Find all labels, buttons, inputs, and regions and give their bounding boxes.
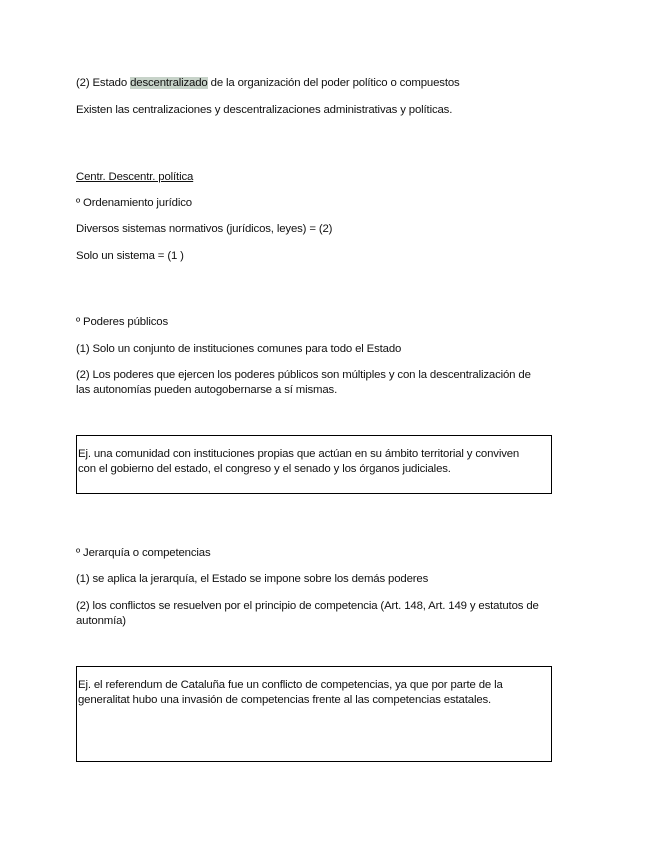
section-heading: Centr. Descentr. política <box>76 171 194 183</box>
intro-line-estado <box>76 76 460 91</box>
example-jerarquia-line-2: generalitat hubo una invasión de competencias frente al las competencias estatales. <box>78 694 492 706</box>
example-poderes-line-2: con el gobierno del estado, el congreso y el senado y los órganos judiciales. <box>78 463 451 475</box>
poderes-item-1: (1) Solo un conjunto de instituciones comunes para todo el Estado <box>76 343 402 355</box>
jerarquia-title: º Jerarquía o competencias <box>76 547 211 559</box>
example-jerarquia-line-1: Ej. el referendum de Cataluña fue un conflicto de competencias, ya que por parte de la <box>78 679 503 691</box>
example-poderes-line-1: Ej. una comunidad con instituciones propias que actúan en su ámbito territorial y conviven <box>78 448 520 460</box>
ordenamiento-item-1: Diversos sistemas normativos (jurídicos, leyes) = (2) <box>76 223 333 235</box>
poderes-item-2-line-1: (2) Los poderes que ejercen los poderes públicos son múltiples y con la descentralización de <box>76 369 531 381</box>
poderes-item-2-line-2: las autonomías pueden autogobernarse a sí mismas. <box>76 384 338 396</box>
example-box-poderes <box>76 435 552 494</box>
jerarquia-item-2-line-2: autonmía) <box>76 615 126 627</box>
poderes-title: º Poderes públicos <box>76 316 169 328</box>
example-box-jerarquia <box>76 666 552 762</box>
jerarquia-item-2-line-1: (2) los conflictos se resuelven por el principio de competencia (Art. 148, Art. 149 y estatutos de <box>76 600 539 612</box>
intro-text-post: de la organización del poder político o compuestos <box>207 77 460 89</box>
ordenamiento-item-2: Solo un sistema = (1 ) <box>76 250 184 262</box>
highlighted-word: descentralizado <box>130 77 208 89</box>
intro-text-pre: (2) Estado <box>76 77 131 89</box>
ordenamiento-title: º Ordenamiento jurídico <box>76 197 192 209</box>
jerarquia-item-1: (1) se aplica la jerarquía, el Estado se impone sobre los demás poderes <box>76 573 429 585</box>
intro-line-centralizaciones: Existen las centralizaciones y descentralizaciones administrativas y políticas. <box>76 104 453 116</box>
jerarquia-item-2 <box>76 599 576 629</box>
poderes-item-2 <box>76 368 576 398</box>
